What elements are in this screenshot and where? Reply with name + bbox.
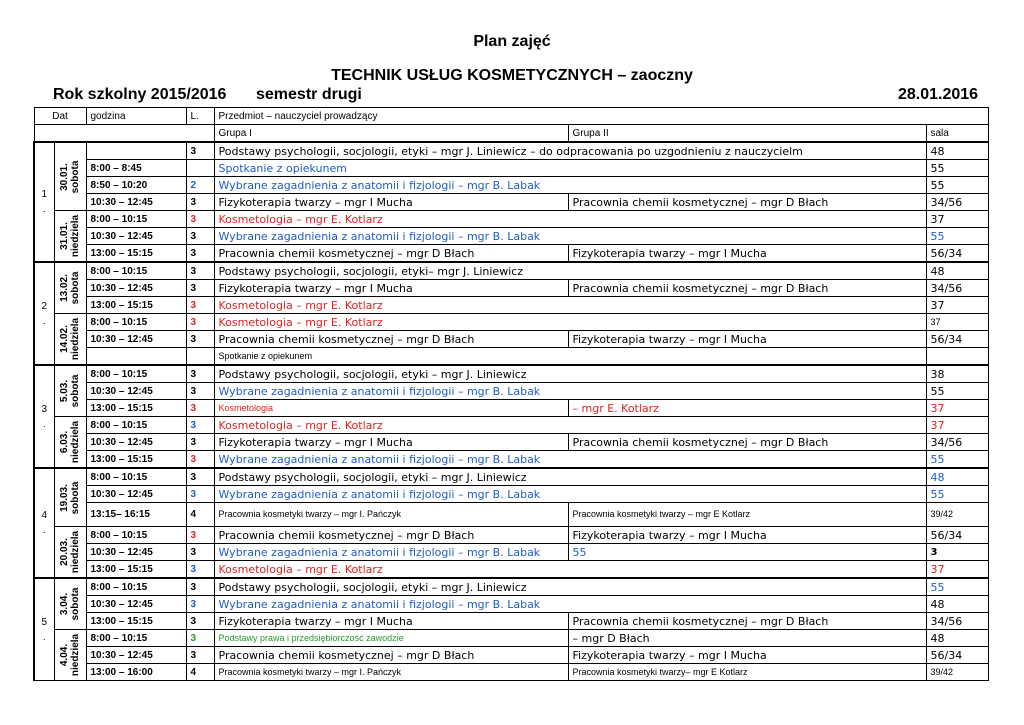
subject-cell: Wybrane zagadnienia z anatomii i fizjologii – mgr B. Labak (214, 228, 926, 245)
room-cell: 48 (926, 142, 988, 160)
day-saturday (54, 468, 86, 527)
room-cell: 34/56 (926, 613, 988, 630)
group2-cell: – mgr E. Kotlarz (568, 400, 926, 417)
day-saturday (54, 262, 86, 314)
subject-cell: Wybrane zagadnienia z anatomii i fizjologii – mgr B. Labak (214, 451, 926, 469)
table-row (34, 630, 988, 647)
lessons-cell: 3 (186, 630, 214, 647)
week-number-label: 3 (41, 403, 48, 415)
time-cell: 8:50 – 10:20 (86, 177, 186, 194)
group2-cell: Pracownia chemii kosmetycznej – mgr D Błach (568, 434, 926, 451)
time-cell: 8:00 – 10:15 (86, 314, 186, 331)
lessons-cell: 3 (186, 451, 214, 469)
lessons-cell: 3 (186, 647, 214, 664)
group2-cell: Pracownia chemii kosmetycznej – mgr D Błach (568, 280, 926, 297)
time-cell: 13:00 – 15:15 (86, 245, 186, 263)
group-row (34, 125, 988, 143)
day-label (59, 272, 81, 305)
table-row (34, 434, 988, 451)
group1-cell: Fizykoterapia twarzy – mgr I Mucha (214, 434, 568, 451)
day-label (59, 421, 81, 463)
room-cell: 55 (926, 383, 988, 400)
time-cell (86, 348, 186, 366)
table-row (34, 613, 988, 630)
table-row (34, 365, 988, 383)
lessons-cell: 3 (186, 578, 214, 596)
group2-cell: Fizykoterapia twarzy – mgr I Mucha (568, 245, 926, 263)
room-cell: 48 (926, 468, 988, 486)
lessons-cell: 3 (186, 561, 214, 579)
subject-cell: Kosmetologia – mgr E. Kotlarz (214, 314, 926, 331)
room-cell: 37 (926, 314, 988, 331)
lessons-cell: 3 (186, 400, 214, 417)
group1-cell: Kosmetologia (214, 400, 568, 417)
time-cell: 10:30 – 12:45 (86, 280, 186, 297)
time-cell: 10:30 – 12:45 (86, 596, 186, 613)
time-cell: 13:00 – 15:15 (86, 613, 186, 630)
room-cell: 39/42 (926, 664, 988, 681)
room-cell: 34/56 (926, 194, 988, 211)
group2-cell: Pracownia kosmetyki twarzy – mgr E Kotlarz (568, 503, 926, 527)
day-label-line: niedziela (70, 214, 81, 258)
day-label-line: sobota (70, 374, 81, 408)
subject-cell: Kosmetologia – mgr E. Kotlarz (214, 417, 926, 434)
day-label (59, 375, 81, 408)
room-cell: 48 (926, 630, 988, 647)
day-label-line: niedziela (70, 317, 81, 361)
week-number (34, 142, 54, 262)
week-number-label: 4 (41, 510, 48, 521)
day-label-line: niedziela (70, 420, 81, 464)
table-row (34, 503, 988, 527)
day-label (59, 634, 81, 676)
week-separator: . (42, 315, 46, 327)
subject-cell: Wybrane zagadnienia z anatomii i fizjologii – mgr B. Labak (214, 596, 926, 613)
table-row (34, 160, 988, 177)
group1-cell: Pracownia chemii kosmetycznej – mgr D Błach (214, 331, 568, 348)
lessons-cell (186, 160, 214, 177)
room-cell: 38 (926, 365, 988, 383)
table-row (34, 331, 988, 348)
lessons-cell: 3 (186, 228, 214, 245)
table-row (34, 400, 988, 417)
week-separator: . (42, 418, 46, 430)
day-label-line: 30.01. (59, 162, 70, 191)
table-row (34, 486, 988, 503)
table-row (34, 383, 988, 400)
lessons-cell: 3 (186, 486, 214, 503)
day-label-line: 13.02. (59, 274, 70, 302)
day-sunday (54, 630, 86, 681)
week-separator: . (42, 631, 46, 643)
group2-cell: Pracownia chemii kosmetycznej – mgr D Błach (568, 613, 926, 630)
room-cell: 48 (926, 596, 988, 613)
subject-cell: Wybrane zagadnienia z anatomii i fizjologii – mgr B. Labak (214, 486, 926, 503)
col-godzina: godzina (86, 108, 186, 125)
time-cell: 8:00 – 10:15 (86, 262, 186, 280)
day-label-line: sobota (70, 271, 81, 305)
group2-cell: Pracownia kosmetyki twarzy– mgr E Kotlarz (568, 664, 926, 681)
table-row (34, 664, 988, 681)
table-row (34, 468, 988, 486)
day-label-line: sobota (70, 481, 81, 514)
lessons-cell: 3 (186, 245, 214, 263)
subject-cell: Spotkanie z opiekunem (214, 348, 926, 366)
lessons-cell: 3 (186, 417, 214, 434)
table-row (34, 280, 988, 297)
day-label (59, 215, 81, 257)
week-number (34, 365, 54, 468)
day-label-line: niedziela (70, 633, 81, 677)
room-cell: 37 (926, 297, 988, 314)
day-label (59, 481, 81, 514)
lessons-cell: 3 (186, 194, 214, 211)
day-sunday (54, 527, 86, 579)
week-separator: . (42, 204, 46, 215)
room-cell (926, 348, 988, 366)
time-cell: 13:00 – 15:15 (86, 451, 186, 469)
lessons-cell: 3 (186, 596, 214, 613)
table-row (34, 262, 988, 280)
lessons-cell: 3 (186, 314, 214, 331)
day-label-line: niedziela (70, 530, 81, 574)
group1-cell: Podstawy prawa i przedsiębiorczość zawodzie (214, 630, 568, 647)
day-label-line: 14.02. (59, 325, 70, 353)
time-cell: 8:00 – 10:15 (86, 527, 186, 544)
room-cell: 55 (926, 228, 988, 245)
room-cell: 34/56 (926, 280, 988, 297)
day-sunday (54, 417, 86, 469)
group1-cell: Pracownia kosmetyki twarzy – mgr I. Pańczyk (214, 503, 568, 527)
table-row (34, 578, 988, 596)
col-sala: sala (926, 125, 988, 143)
room-cell: 55 (926, 578, 988, 596)
time-cell: 10:30 – 12:45 (86, 228, 186, 245)
lessons-cell: 3 (186, 544, 214, 561)
table-row (34, 417, 988, 434)
room-cell: 37 (926, 211, 988, 228)
document-date: 28.01.2016 (898, 86, 979, 103)
lessons-cell: 3 (186, 434, 214, 451)
group1-cell: Fizykoterapia twarzy – mgr I Mucha (214, 613, 568, 630)
time-cell: 8:00 – 10:15 (86, 417, 186, 434)
table-row (34, 297, 988, 314)
room-cell: 55 (926, 486, 988, 503)
subject-cell: Podstawy psychologii, socjologii, etyki – mgr J. Liniewicz – do odpracowania po uzgodnieniu z nauczycielm (214, 142, 926, 160)
lessons-cell: 2 (186, 177, 214, 194)
lessons-cell: 3 (186, 331, 214, 348)
group1-cell: Wybrane zagadnienia z anatomii i fizjologii – mgr B. Labak (214, 544, 568, 561)
lessons-cell: 3 (186, 613, 214, 630)
subject-cell: Kosmetologia – mgr E. Kotlarz (214, 297, 926, 314)
table-row (34, 348, 988, 366)
room-cell: 56/34 (926, 245, 988, 263)
table-row (34, 228, 988, 245)
table-row (34, 314, 988, 331)
day-label-line: 6.03. (59, 430, 70, 454)
room-cell: 37 (926, 417, 988, 434)
room-cell: 39/42 (926, 503, 988, 527)
table-row (34, 142, 988, 160)
table-row (34, 211, 988, 228)
page-subtitle: TECHNIK USŁUG KOSMETYCZNYCH – zaoczny (331, 67, 693, 84)
lessons-cell: 3 (186, 365, 214, 383)
schedule-table (33, 107, 989, 681)
day-label-line: sobota (70, 160, 81, 193)
subject-cell: Wybrane zagadnienia z anatomii i fizjologii – mgr B. Labak (214, 383, 926, 400)
room-cell: 56/34 (926, 527, 988, 544)
time-cell: 10:30 – 12:45 (86, 331, 186, 348)
day-label (59, 160, 81, 193)
group2-cell: 55 (568, 544, 926, 561)
day-label-line: 19.03. (59, 483, 70, 512)
lessons-cell: 3 (186, 527, 214, 544)
time-cell: 13:15– 16:15 (86, 503, 186, 527)
room-cell: 48 (926, 262, 988, 280)
subject-cell: Wybrane zagadnienia z anatomii i fizjologii – mgr B. Labak (214, 177, 926, 194)
week-number (34, 262, 54, 365)
day-saturday (54, 365, 86, 417)
col-przedmiot: Przedmiot – nauczyciel prowadzący (214, 108, 988, 125)
time-cell: 10:30 – 12:45 (86, 383, 186, 400)
time-cell: 8:00 – 10:15 (86, 365, 186, 383)
table-row (34, 451, 988, 469)
room-cell: 37 (926, 561, 988, 579)
day-label (59, 318, 81, 360)
lessons-cell: 4 (186, 664, 214, 681)
day-label-line: 4.04. (59, 643, 70, 667)
group2-cell: – mgr D Błach (568, 630, 926, 647)
room-cell: 56/34 (926, 647, 988, 664)
lessons-cell: 3 (186, 297, 214, 314)
lessons-cell: 3 (186, 211, 214, 228)
day-label (59, 588, 81, 621)
header-row (34, 108, 988, 125)
table-row (34, 527, 988, 544)
week-number (34, 468, 54, 578)
time-cell: 10:30 – 12:45 (86, 544, 186, 561)
day-label-line: 20.03. (59, 538, 70, 566)
day-saturday (54, 578, 86, 630)
subject-cell: Podstawy psychologii, socjologii, etyki– mgr J. Liniewicz (214, 262, 926, 280)
time-cell: 8:00 – 10:15 (86, 468, 186, 486)
time-cell: 10:30 – 12:45 (86, 194, 186, 211)
lessons-cell: 3 (186, 142, 214, 160)
time-cell: 13:00 – 16:00 (86, 664, 186, 681)
col-l: L. (186, 108, 214, 125)
lessons-cell: 3 (186, 280, 214, 297)
room-cell: 34/56 (926, 434, 988, 451)
day-sunday (54, 314, 86, 366)
group2-cell: Fizykoterapia twarzy – mgr I Mucha (568, 331, 926, 348)
group1-cell: Pracownia kosmetyki twarzy – mgr I. Pańczyk (214, 664, 568, 681)
subject-cell: Spotkanie z opiekunem (214, 160, 926, 177)
room-cell: 56/34 (926, 331, 988, 348)
group2-cell: Pracownia chemii kosmetycznej – mgr D Błach (568, 194, 926, 211)
page-title: Plan zajęć (473, 33, 551, 50)
time-cell: 8:00 – 8:45 (86, 160, 186, 177)
lessons-cell: 3 (186, 262, 214, 280)
table-row (34, 544, 988, 561)
col-grupa1: Grupa I (214, 125, 568, 143)
table-row (34, 245, 988, 263)
group1-cell: Pracownia chemii kosmetycznej – mgr D Błach (214, 527, 568, 544)
table-row (34, 561, 988, 579)
school-year: Rok szkolny 2015/2016 (53, 86, 227, 103)
time-cell: 13:00 – 15:15 (86, 561, 186, 579)
week-separator: . (42, 525, 46, 536)
lessons-cell: 4 (186, 503, 214, 527)
day-label-line: 31.01. (59, 222, 70, 250)
day-label (59, 531, 81, 573)
week-number (34, 578, 54, 681)
day-saturday (54, 142, 86, 211)
room-cell: 55 (926, 160, 988, 177)
time-cell: 8:00 – 10:15 (86, 211, 186, 228)
group1-cell: Pracownia chemii kosmetycznej – mgr D Błach (214, 647, 568, 664)
day-label-line: 5.03. (59, 379, 70, 403)
subject-cell: Kosmetologia – mgr E. Kotlarz (214, 561, 926, 579)
table-row (34, 596, 988, 613)
subject-cell: Podstawy psychologii, socjologii, etyki – mgr J. Liniewicz (214, 365, 926, 383)
group2-cell: Fizykoterapia twarzy – mgr I Mucha (568, 647, 926, 664)
room-cell: 55 (926, 451, 988, 469)
time-cell: 10:30 – 12:45 (86, 434, 186, 451)
lessons-cell (186, 348, 214, 366)
subject-cell: Podstawy psychologii, socjologii, etyki – mgr J. Liniewicz (214, 468, 926, 486)
group1-cell: Pracownia chemii kosmetycznej – mgr D Błach (214, 245, 568, 263)
room-cell: 37 (926, 400, 988, 417)
lessons-cell: 3 (186, 468, 214, 486)
week-number-label: 1 (41, 189, 48, 200)
time-cell: 8:00 – 10:15 (86, 630, 186, 647)
subject-cell: Kosmetologia – mgr E. Kotlarz (214, 211, 926, 228)
week-number-label: 2 (41, 300, 48, 312)
group1-cell: Fizykoterapia twarzy – mgr I Mucha (214, 194, 568, 211)
semester: semestr drugi (256, 86, 362, 103)
week-number-label: 5 (41, 616, 48, 628)
time-cell: 8:00 – 10:15 (86, 578, 186, 596)
room-cell: 55 (926, 177, 988, 194)
table-row (34, 647, 988, 664)
time-cell (86, 142, 186, 160)
col-dat: Dat (34, 108, 86, 125)
group1-cell: Fizykoterapia twarzy – mgr I Mucha (214, 280, 568, 297)
col-grupa2: Grupa II (568, 125, 926, 143)
table-row (34, 177, 988, 194)
day-label-line: 3.04. (59, 592, 70, 616)
time-cell: 13:00 – 15:15 (86, 400, 186, 417)
time-cell: 13:00 – 15:15 (86, 297, 186, 314)
lessons-cell: 3 (186, 383, 214, 400)
room-cell: 3 (926, 544, 988, 561)
subject-cell: Podstawy psychologii, socjologii, etyki – mgr J. Liniewicz (214, 578, 926, 596)
time-cell: 10:30 – 12:45 (86, 647, 186, 664)
day-label-line: sobota (70, 587, 81, 621)
group2-cell: Fizykoterapia twarzy – mgr I Mucha (568, 527, 926, 544)
day-sunday (54, 211, 86, 263)
time-cell: 10:30 – 12:45 (86, 486, 186, 503)
table-row (34, 194, 988, 211)
